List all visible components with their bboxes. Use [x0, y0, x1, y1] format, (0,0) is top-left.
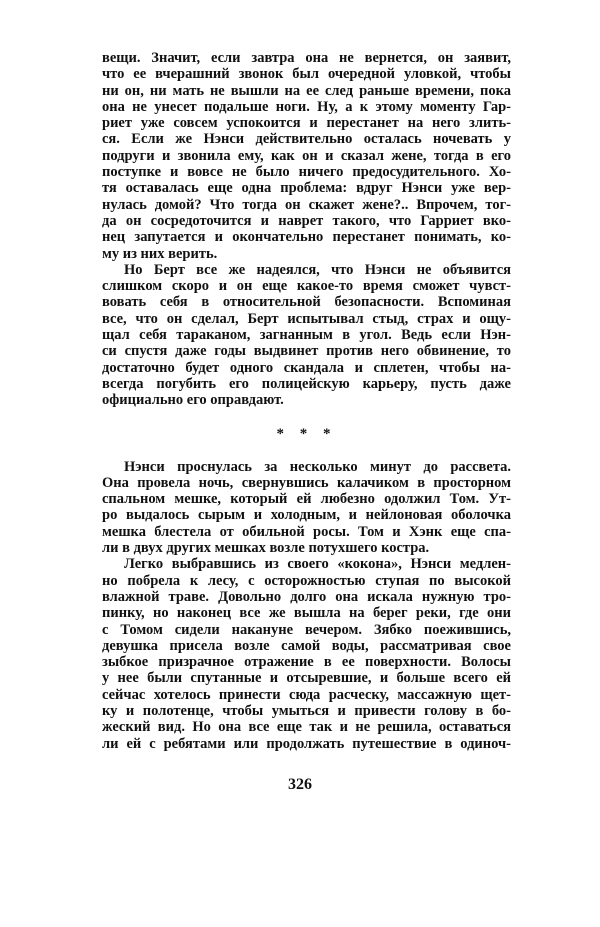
paragraph [102, 262, 511, 409]
text-line: всегда погубить его полицейскую карьеру, пусть даже [102, 375, 511, 392]
text-line: ни он, ни мать не вышли на ее след раньше времени, пока [102, 82, 511, 99]
text-line: вовать себя в относительной безопасности. Вспоминая [102, 294, 511, 311]
text-line: у нее были спутанные и отсыревшие, и больше всего ей [102, 670, 511, 687]
section-before-break [102, 50, 511, 409]
text-line: спальном мешке, который ей любезно одолжил Том. Ут- [102, 491, 511, 508]
section-after-break [102, 459, 511, 752]
text-line: девушка присела возле самой воды, рассматривая свое [102, 637, 511, 654]
text-line: Легко выбравшись из своего «кокона», Нэнси медлен- [124, 556, 511, 573]
text-line: мешка блестела от обильной росы. Том и Хэнк еще спа- [102, 523, 511, 540]
text-line: си спустя даже годы выдвинет против него обвинение, то [102, 343, 511, 360]
text-line: она не унесет подальше ноги. Ну, а к этому моменту Гар- [102, 98, 511, 115]
text-line: ли ей с ребятами или продолжать путешествие в одиноч- [102, 735, 511, 752]
text-line: влажной траве. Довольно долго она искала нужную тро- [102, 588, 511, 605]
text-line: все, что он сделал, Берт испытывал стыд, страх и ощу- [102, 310, 511, 327]
text-line: с Томом сидели накануне вечером. Зябко поежившись, [102, 621, 511, 638]
section-separator: * * * [276, 425, 337, 442]
page-text [102, 50, 511, 752]
text-line: поступке и вовсе не было ничего предосудительного. Хо- [102, 164, 511, 181]
text-line: нец запутается и окончательно перестанет понимать, ко- [102, 229, 511, 246]
text-line: Но Берт все же надеялся, что Нэнси не объявится [124, 261, 511, 278]
text-line: да он сосредоточится и наврет такого, что Гарриет вко- [102, 212, 511, 229]
text-line: пинку, но наконец все же вышла на берег реки, где они [102, 605, 511, 622]
text-line: Нэнси проснулась за несколько минут до рассвета. [124, 458, 511, 475]
text-line: официально его оправдают. [102, 392, 284, 409]
text-line: зыбкое призрачное отражение в ее поверхности. Волосы [102, 654, 511, 671]
text-line: достаточно будет одного скандала и сплетен, чтобы на- [102, 359, 511, 376]
text-line: подруги и звонила ему, как он и сказал жене, тогда в его [102, 147, 511, 164]
paragraph [102, 556, 511, 752]
text-line: ся. Если же Нэнси действительно осталась ночевать у [102, 131, 511, 148]
text-line: щал себя тараканом, загнанным в угол. Ведь если Нэн- [102, 327, 511, 344]
paragraph [102, 459, 511, 557]
text-line: ли в двух других мешках возле потухшего костра. [102, 540, 430, 557]
text-line: му из них верить. [102, 245, 218, 262]
text-line: сейчас хотелось принести сюда расческу, массажную щет- [102, 686, 511, 703]
text-line: вещи. Значит, если завтра она не вернется, он заявит, [102, 50, 511, 66]
page-number: 326 [288, 776, 312, 793]
text-line: риет уже совсем успокоится и перестанет на него злить- [102, 115, 511, 132]
text-line: ку и полотенце, чтобы умыться и привести голову в бо- [102, 702, 511, 719]
text-line: Она провела ночь, свернувшись калачиком в просторном [102, 474, 511, 491]
text-line: нулась домой? Что тогда он скажет жене?.. Впрочем, тог- [102, 196, 511, 213]
text-line: ро выдалось сырым и холодным, и нейлоновая оболочка [102, 507, 511, 524]
text-line: что ее вчерашний звонок был очередной уловкой, чтобы [102, 66, 511, 83]
paragraph [102, 50, 511, 262]
text-line: жеский вид. Но она все еще так и не решила, оставаться [102, 719, 511, 736]
text-line: тя оставалась еще одна проблема: вдруг Нэнси уже вер- [102, 180, 511, 197]
text-line: слишком скоро и он еще какое-то время сможет чувст- [102, 278, 511, 295]
text-line: но побрела к лесу, с осторожностью ступая по высокой [102, 572, 511, 589]
